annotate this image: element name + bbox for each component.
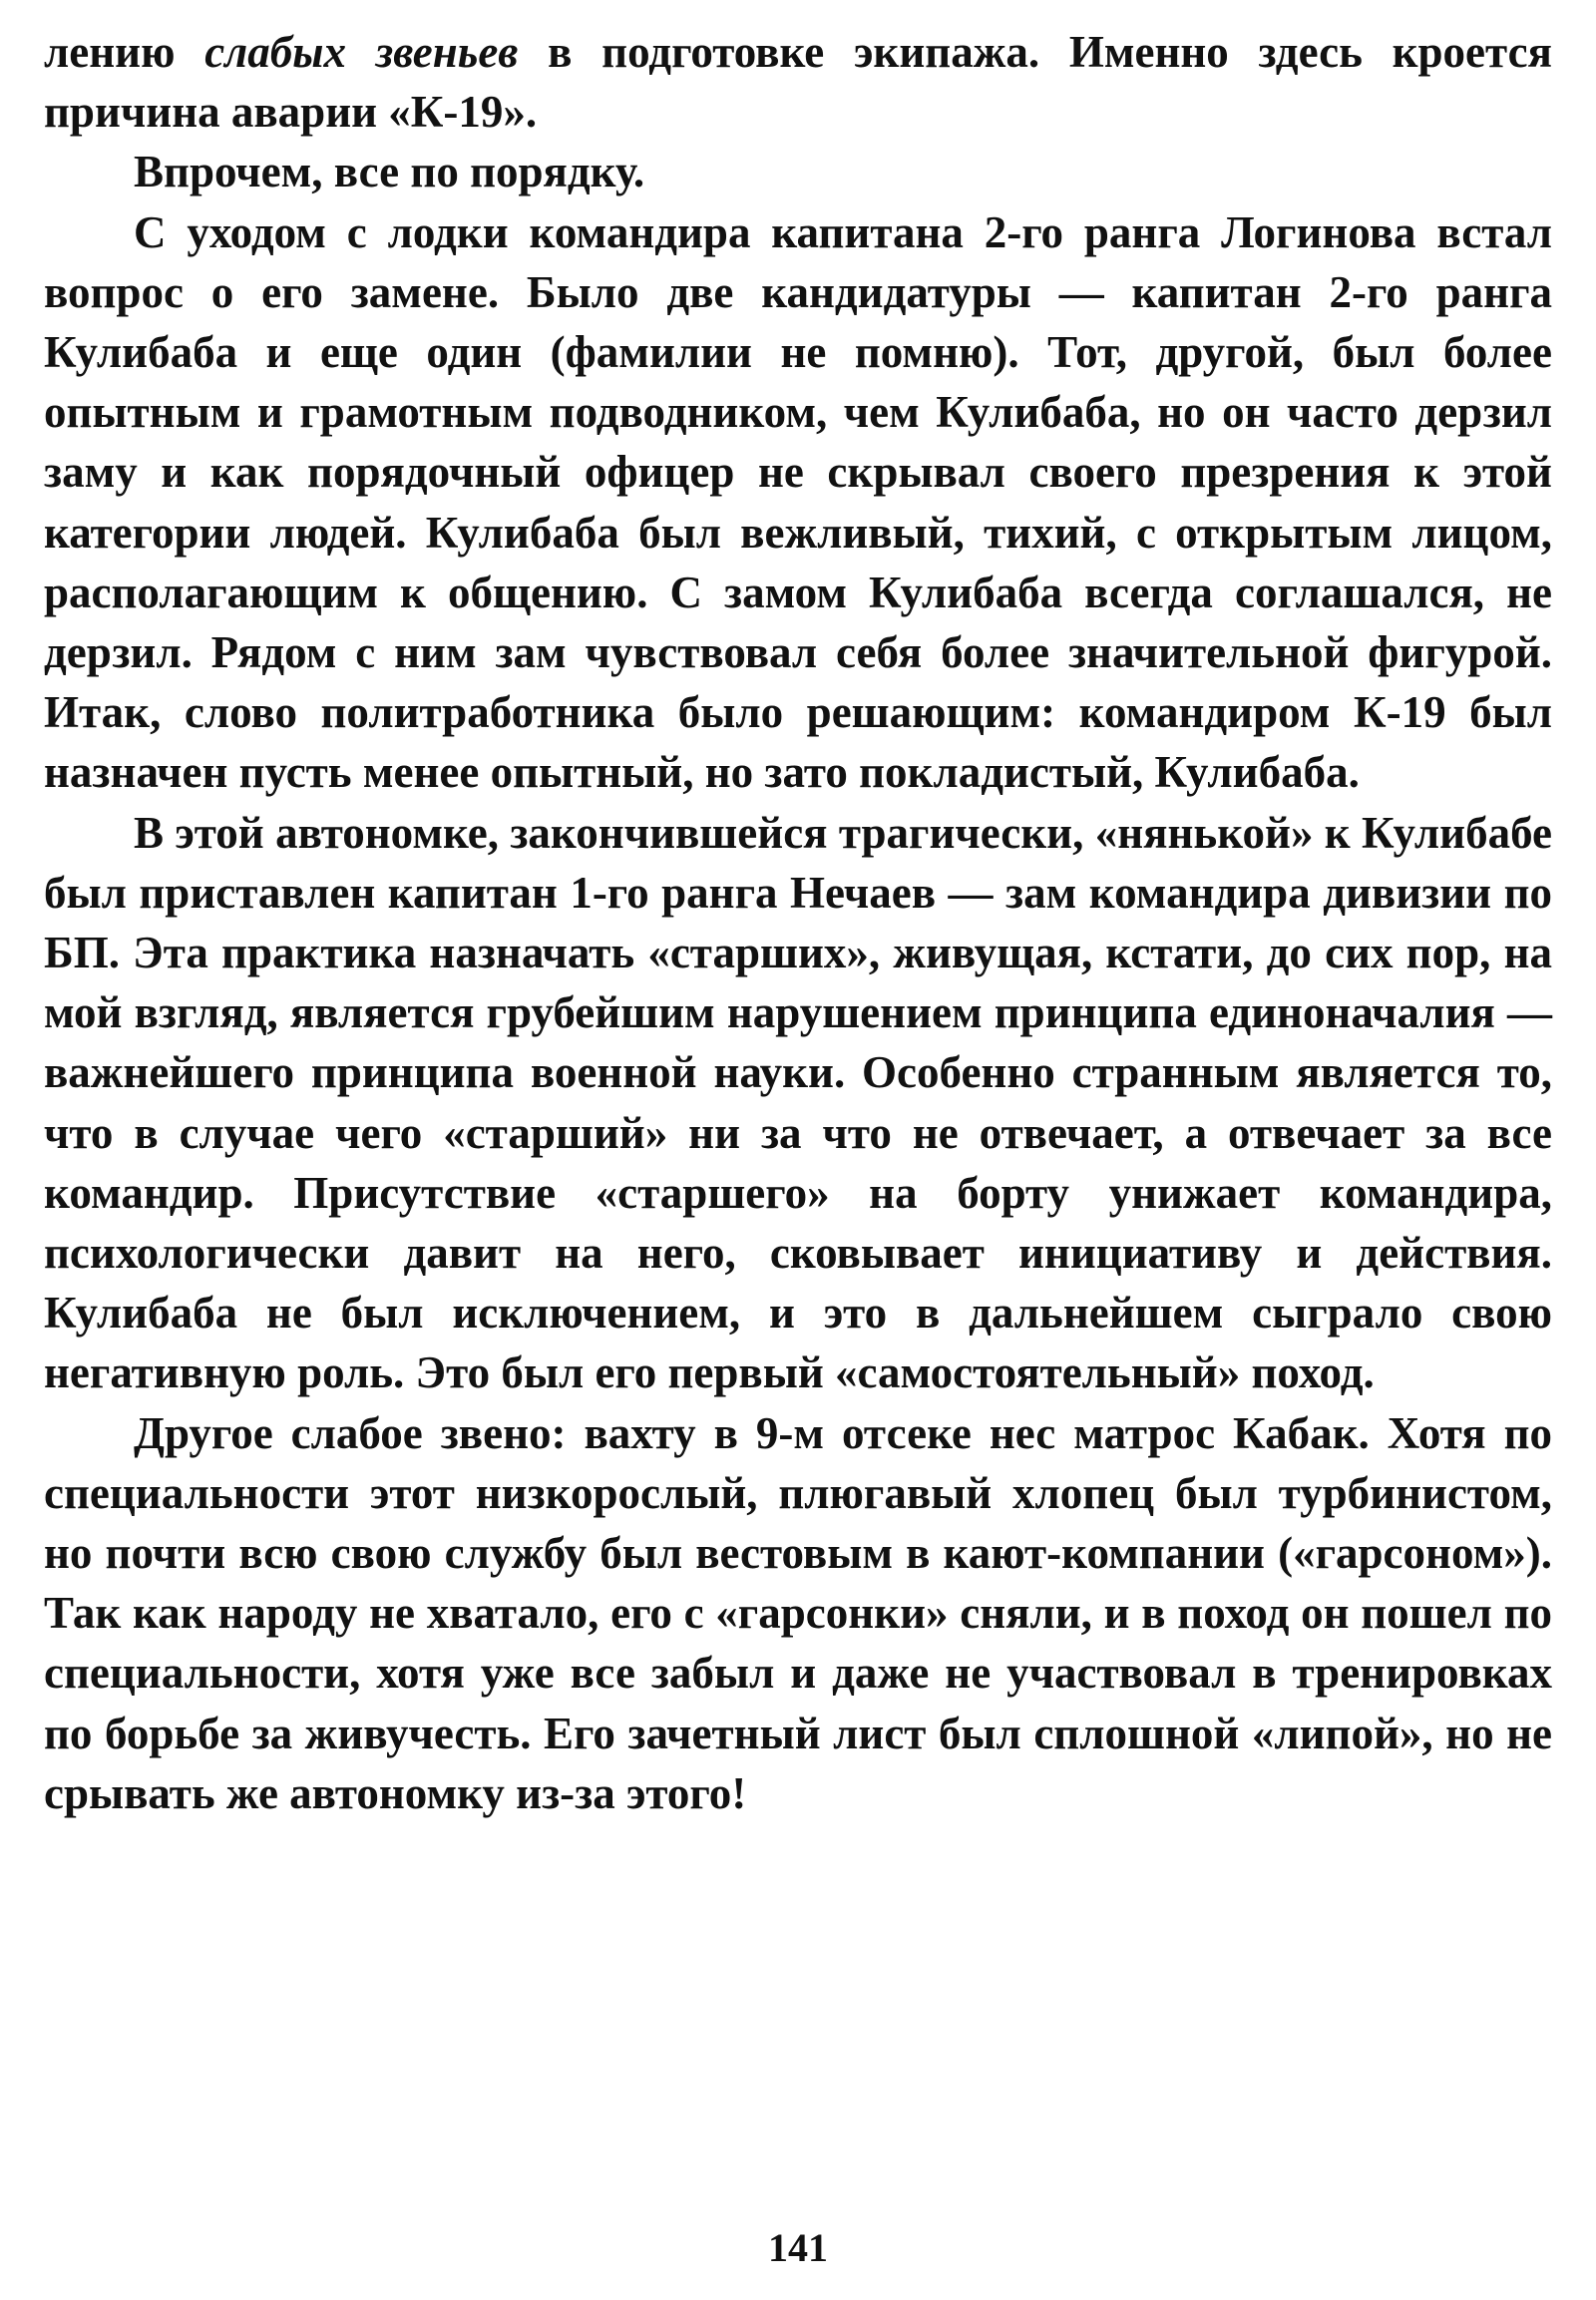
paragraph: С уходом с лодки командира капитана 2-го ранга Логинова встал вопрос о его замене. Было две кандидатуры — капитан 2-го ранга Кулибаба и еще один (фамилии не помню). Тот, другой, был более опытным и грамотным подводником, чем Кулибаба, но он часто дерзил заму и как порядочный офицер не скрывал своего презрения к этой категории людей. Кулибаба был вежливый, тихий, с открытым лицом, располагающим к общению. С замом Кулибаба всегда соглашался, не дерзил. Рядом с ним зам чувствовал себя более значительной фигурой. Итак, слово политработника было решающим: командиром К-19 был назначен пусть менее опытный, но зато покладистый, Кулибаба. xyxy=(44,206,1552,798)
emphasized-phrase: слабых звеньев xyxy=(204,27,519,77)
body-text xyxy=(44,22,1552,1823)
paragraph-text: лению xyxy=(44,27,205,77)
paragraph: Впрочем, все по порядку. xyxy=(134,147,645,197)
paragraph-continuation xyxy=(44,22,1552,142)
paragraph-text: в подготовке экипажа. Именно здесь кроется причина аварии «К-19». xyxy=(44,27,1552,138)
paragraph: В этой автономке, закончившейся трагически, «нянькой» к Кулибабе был приставлен капитан 1-го ранга Нечаев — зам командира дивизии по БП. Эта практика назначать «старших», живущая, кстати, до сих пор, на мой взгляд, является грубейшим нарушением принципа единоначалия — важнейшего принципа военной науки. Особенно странным является то, что в случае чего «старший» ни за что не отвечает, а отвечает за все командир. Присутствие «старшего» на борту унижает командира, психологически давит на него, сковывает инициативу и действия. Кулибаба не был исключением, и это в дальнейшем сыграло свою негативную роль. Это был его первый «самостоятельный» поход. xyxy=(44,807,1552,1398)
page-number: 141 xyxy=(768,2225,828,2270)
paragraph: Другое слабое звено: вахту в 9-м отсеке нес матрос Кабак. Хотя по специальности этот низкорослый, плюгавый хлопец был турбинистом, но почти всю свою службу был вестовым в кают-компании («гарсоном»). Так как народу не хватало, его с «гарсонки» сняли, и в поход он пошел по специальности, хотя уже все забыл и даже не участвовал в тренировках по борьбе за живучесть. Его зачетный лист был сплошной «липой», но не срывать же автономку из-за этого! xyxy=(44,1407,1552,1818)
